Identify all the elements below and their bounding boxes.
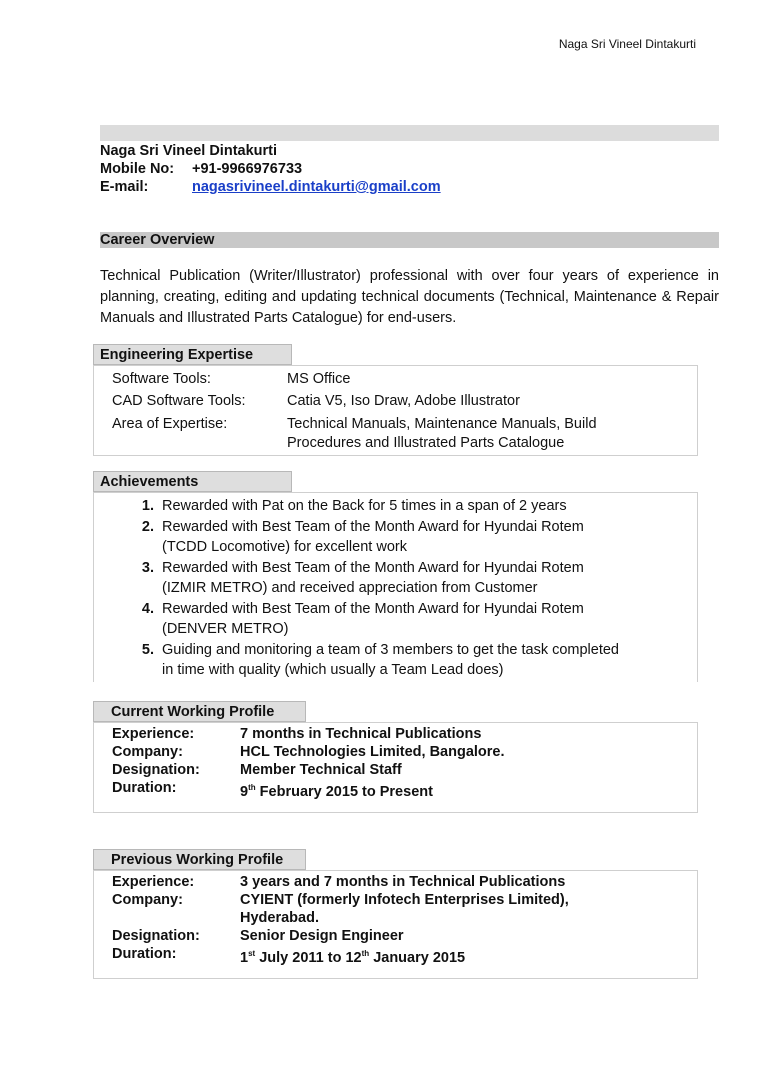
expertise-label: Area of Expertise: [112,416,228,432]
achievement-item: 3. Rewarded with Best Team of the Month Award for Hyundai Rotem (IZMIR METRO) and received appreciation from Customer [158,558,628,599]
engineering-expertise-box [93,365,698,456]
profile-value: Senior Design Engineer [240,928,404,944]
duration-suffix: th [248,783,256,792]
mobile-number: +91-9966976733 [192,161,303,177]
email-link[interactable]: nagasrivineel.dintakurti@gmail.com [192,179,441,195]
page-header-name: Naga Sri Vineel Dintakurti [558,37,696,51]
engineering-expertise-heading: Engineering Expertise [93,344,292,365]
duration-rest: February 2015 to Present [255,783,433,800]
profile-value: CYIENT (formerly Infotech Enterprises Limited), Hyderabad. [240,892,569,926]
profile-value: Member Technical Staff [240,762,402,778]
mobile-label: Mobile No: [100,161,175,177]
achievements-heading: Achievements [93,471,292,492]
profile-value: 7 months in Technical Publications [240,726,482,742]
expertise-value: Catia V5, Iso Draw, Adobe Illustrator [287,393,520,409]
achievement-item: 2. Rewarded with Best Team of the Month Award for Hyundai Rotem (TCDD Locomotive) for excellent work [158,517,628,558]
duration-suffix: th [361,949,370,958]
profile-label: Experience: [112,726,195,742]
duration-part: 1 [240,949,249,966]
email-label: E-mail: [100,179,149,195]
candidate-name: Naga Sri Vineel Dintakurti [100,143,278,159]
duration-part: July 2011 to 12 [255,949,362,966]
expertise-value: Technical Manuals, Maintenance Manuals, Build Procedures and Illustrated Parts Catalogue [287,416,597,451]
expertise-label: CAD Software Tools: [112,393,246,409]
expertise-label: Software Tools: [112,371,211,387]
profile-label: Designation: [112,928,200,944]
profile-duration [240,945,465,967]
profile-label: Company: [112,892,183,908]
duration-day: 9 [240,783,249,800]
career-overview-text: Technical Publication (Writer/Illustrator) professional with over four years of experience in planning, creating, editing and updating technical documents (Technical, Maintenance & Repair Manuals and Illustrated Parts Catalogue) for end-users. [100,268,719,326]
profile-value: 3 years and 7 months in Technical Publications [240,874,566,890]
profile-duration [240,779,433,801]
career-overview-heading: Career Overview [100,232,719,248]
profile-label: Experience: [112,874,195,890]
expertise-value: MS Office [287,371,351,387]
achievement-item: 1. Rewarded with Pat on the Back for 5 times in a span of 2 years [158,496,628,517]
top-divider-bar [100,125,719,141]
current-profile-box [93,722,698,813]
profile-label: Duration: [112,946,177,962]
duration-suffix: st [248,949,256,958]
contact-block [100,142,441,196]
profile-label: Company: [112,744,183,760]
profile-label: Duration: [112,780,177,796]
duration-part: January 2015 [369,949,466,966]
achievements-box [93,492,698,682]
achievement-item: 5. Guiding and monitoring a team of 3 members to get the task completed in time with quality (which usually a Team Lead does) [158,640,628,681]
current-profile-heading: Current Working Profile [93,701,306,722]
profile-value: HCL Technologies Limited, Bangalore. [240,744,505,760]
profile-label: Designation: [112,762,200,778]
previous-profile-box [93,870,698,979]
previous-profile-heading: Previous Working Profile [93,849,306,870]
achievement-item: 4. Rewarded with Best Team of the Month Award for Hyundai Rotem (DENVER METRO) [158,599,628,640]
